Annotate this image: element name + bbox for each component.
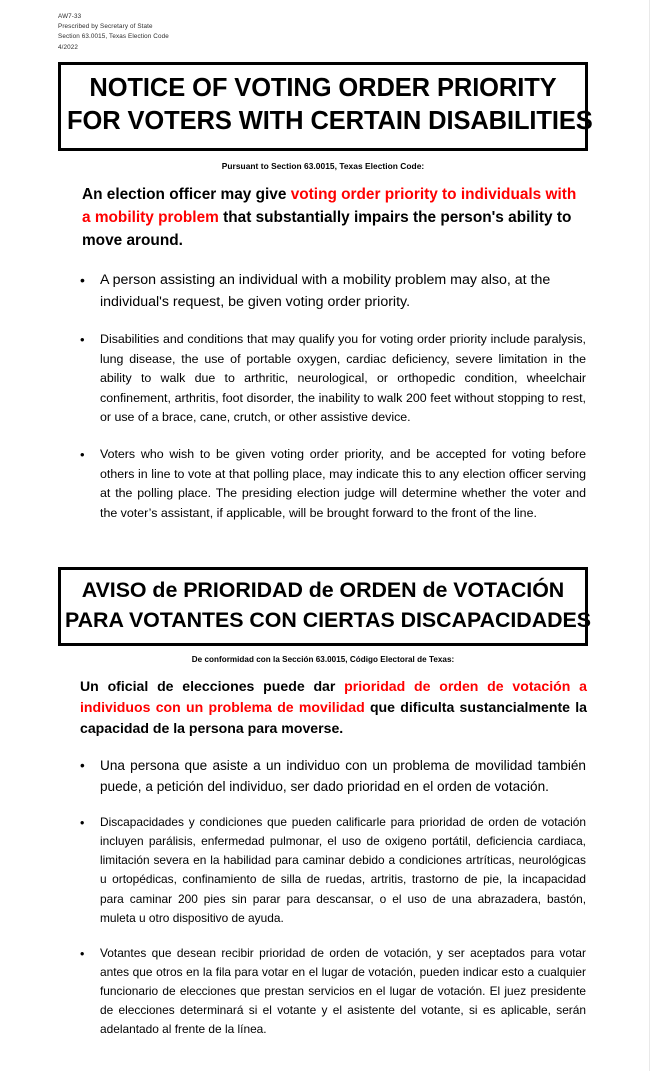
section-reference-line: Section 63.0015, Texas Election Code bbox=[58, 33, 169, 41]
bullet-marker-icon: • bbox=[80, 272, 85, 289]
spanish-intro-highlight: prioridad de orden de votación a individuos con un problema de movilidad bbox=[80, 677, 587, 715]
spanish-title-line-1: AVISO de PRIORIDAD de ORDEN de VOTACIÓN bbox=[81, 578, 565, 603]
revision-date: 4/2022 bbox=[58, 43, 79, 51]
spanish-citation: De conformidad con la Sección 63.0015, Código Electoral de Texas: bbox=[191, 654, 455, 664]
english-bullet-text-3: Voters who wish to be given voting order priority, and be accepted for voting before others in line to vote at that polling place, may indicate this to any election officer serving at the polling place. The presiding election judge will determine whether the voter and the voter’s assistant, if applicable, will be brought forward to the front of the line. bbox=[100, 447, 586, 520]
english-intro-part-2: that substantially impairs the person's ability to move around. bbox=[82, 208, 572, 249]
list-item bbox=[58, 270, 588, 313]
bullet-marker-icon: • bbox=[80, 332, 85, 348]
english-intro-part-1: An election officer may give bbox=[82, 186, 291, 204]
spanish-intro-part-2: que dificulta sustancialmente la capacidad de la persona para moverse. bbox=[80, 698, 587, 736]
spanish-intro-part-1: Un oficial de elecciones puede dar bbox=[80, 677, 345, 694]
section-divider-space bbox=[58, 523, 588, 567]
prescribed-by-line: Prescribed by Secretary of State bbox=[58, 23, 153, 31]
english-title-box bbox=[58, 62, 593, 151]
list-item bbox=[58, 756, 588, 797]
spanish-bullet-text-1: Una persona que asiste a un individuo con un problema de movilidad también puede, a petición del individuo, ser dado prioridad en el orden de votación. bbox=[100, 758, 586, 794]
list-item bbox=[58, 445, 588, 523]
english-title-line-1: NOTICE OF VOTING ORDER PRIORITY bbox=[89, 73, 557, 102]
spanish-title-box bbox=[58, 567, 591, 645]
list-item bbox=[58, 813, 588, 927]
bullet-marker-icon: • bbox=[80, 447, 85, 463]
bullet-marker-icon: • bbox=[80, 946, 85, 961]
spanish-intro-paragraph bbox=[58, 676, 588, 739]
english-intro-highlight: voting order priority to individuals with a mobility problem bbox=[82, 186, 577, 226]
document-content bbox=[58, 0, 593, 1039]
list-item bbox=[58, 944, 588, 1039]
english-bullet-list bbox=[58, 270, 588, 523]
english-bullet-text-2: Disabilities and conditions that may qualify you for voting order priority include paralysis, lung disease, the use of portable oxygen, cardiac deficiency, severe limitation in the ability to walk due to arthritic, neurological, or orthopedic condition, wheelchair confinement, arthritis, foot disorder, the inability to walk 200 feet without stopping to rest, or use of a brace, cane, crutch, or other assistive device. bbox=[100, 332, 586, 425]
english-citation: Pursuant to Section 63.0015, Texas Election Code: bbox=[221, 161, 425, 172]
bullet-marker-icon: • bbox=[80, 758, 85, 774]
form-header-block bbox=[58, 0, 588, 53]
spanish-title-line-2: PARA VOTANTES CON CIERTAS DISCAPACIDADES bbox=[65, 607, 591, 632]
spanish-bullet-text-3: Votantes que desean recibir prioridad de orden de votación, y ser aceptados para votar antes que otros en la fila para votar en el lugar de votación, pueden indicar esto a cualquier funcionario de elecciones que prestan servicios en el lugar de votación. El juez presidente de elecciones determinará si el votante y el asistente del votante, si es aplicable, serán adelantado al frente de la línea. bbox=[100, 945, 586, 1036]
english-intro-paragraph bbox=[58, 184, 588, 252]
english-title-line-2: FOR VOTERS WITH CERTAIN DISABILITIES bbox=[67, 107, 593, 136]
english-bullet-text-1: A person assisting an individual with a mobility problem may also, at the individual's request, be given voting order priority. bbox=[100, 272, 551, 310]
list-item bbox=[58, 330, 588, 428]
spanish-bullet-list bbox=[58, 756, 588, 1039]
spanish-bullet-text-2: Discapacidades y condiciones que pueden calificarle para prioridad de orden de votación incluyen parálisis, enfermedad pulmonar, el uso de oxigeno portátil, deficiencia cardiaca, limitación severa en la habilidad para caminar debido a condiciones artríticas, neurológicas u ortopédicas, confinamiento de silla de ruedas, artritis, trastorno de pie, la incapacidad para caminar 200 pies sin parar para descansar, o el uso de una abrazadera, bastón, muleta u otro dispositivo de ayuda. bbox=[100, 815, 586, 925]
form-number: AW7-33 bbox=[58, 13, 82, 20]
bullet-marker-icon: • bbox=[80, 816, 85, 831]
